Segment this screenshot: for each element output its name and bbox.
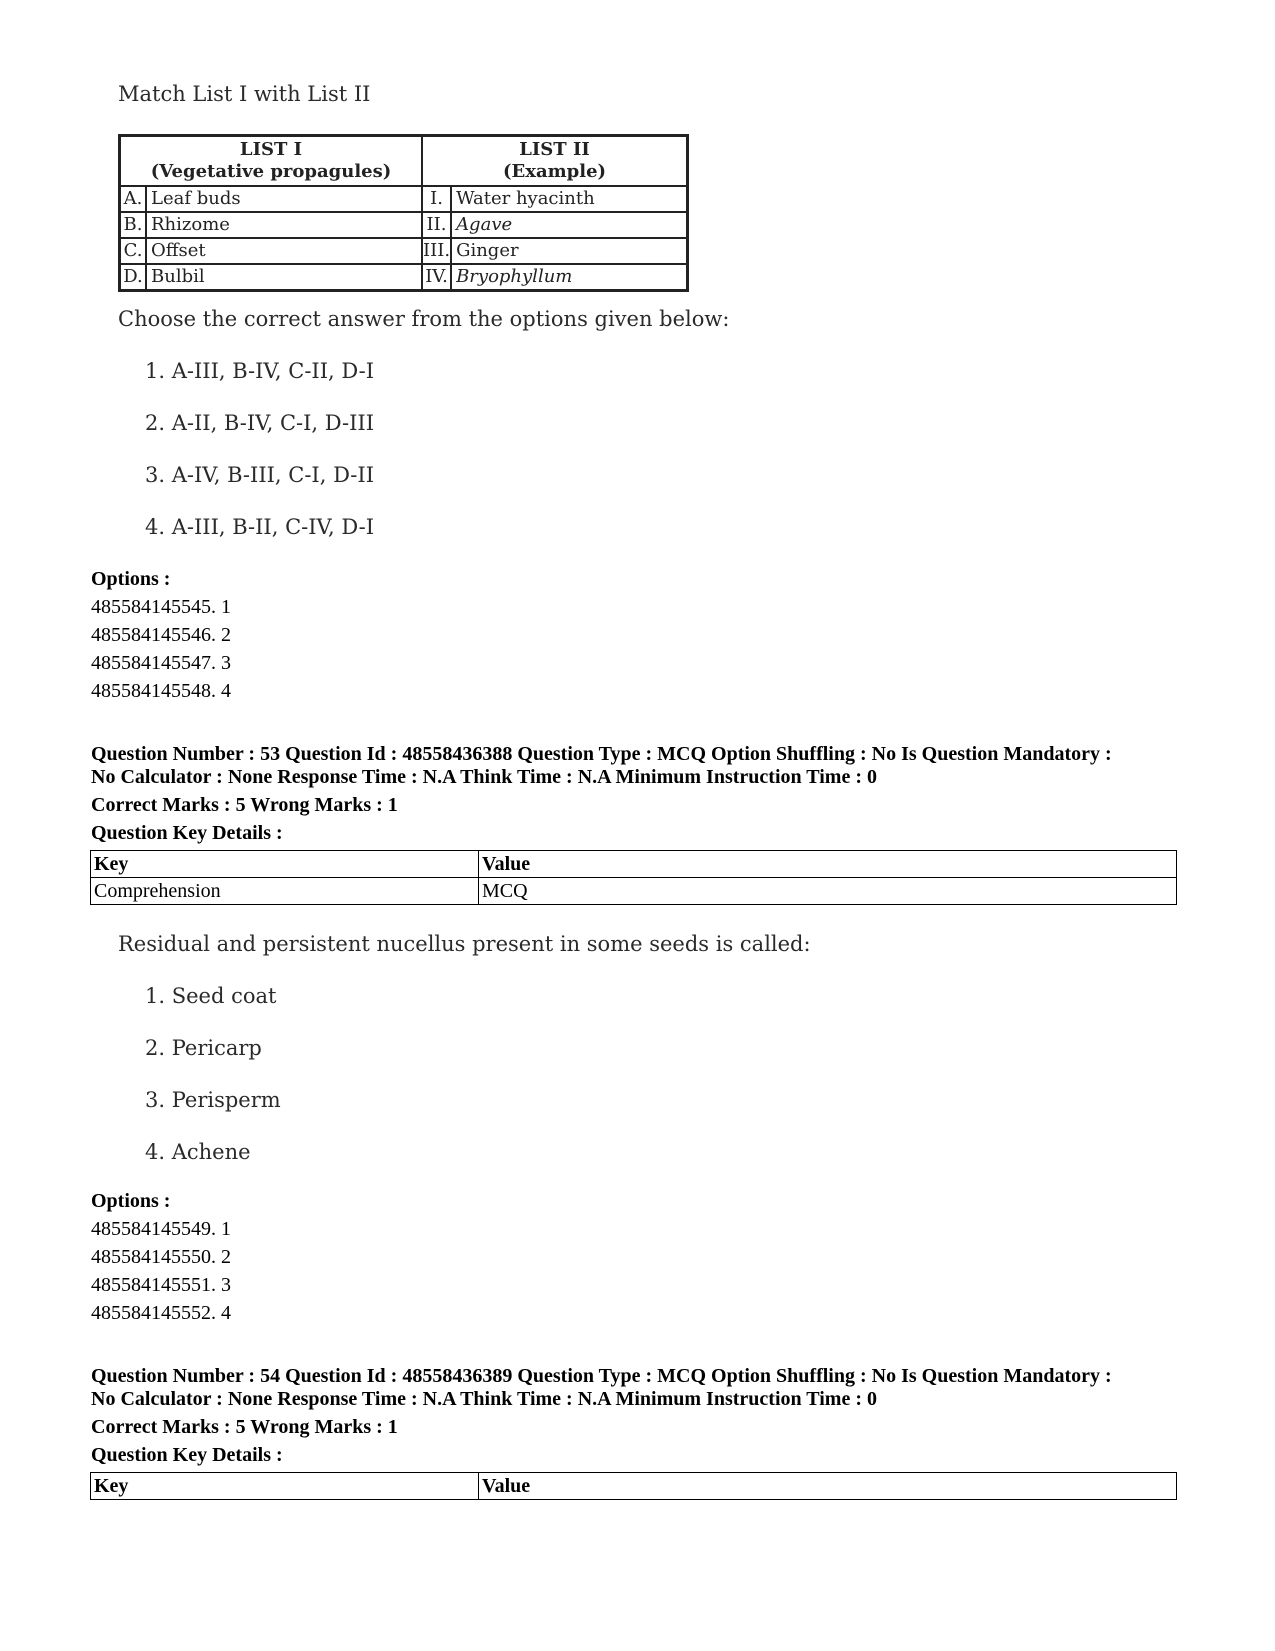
q52-option-2: 485584145546. 2 [91,624,231,646]
q54-meta-line2: No Calculator : None Response Time : N.A Think Time : N.A Minimum Instruction Time : 0 [91,1388,877,1410]
q54-marks: Correct Marks : 5 Wrong Marks : 1 [91,1416,398,1438]
q53-marks: Correct Marks : 5 Wrong Marks : 1 [91,794,398,816]
value-header: Value [479,1473,1177,1500]
q52-choice-2: 2. A-II, B-IV, C-I, D-III [145,411,374,435]
q53-options-label: Options : [91,1190,171,1212]
q53-meta-line2: No Calculator : None Response Time : N.A Think Time : N.A Minimum Instruction Time : 0 [91,766,877,788]
table-row [91,878,1177,905]
key-cell: Comprehension [91,878,479,905]
value-cell: MCQ [479,878,1177,905]
q53-key-table [90,850,1177,905]
q53-option-1: 485584145549. 1 [91,1218,231,1240]
q53-option-3: 485584145551. 3 [91,1274,231,1296]
key-header: Key [91,851,479,878]
table-row: C. Offset III. Ginger [120,238,688,264]
q52-option-1: 485584145545. 1 [91,596,231,618]
q53-choice-1: 1. Seed coat [145,984,277,1008]
q53-option-2: 485584145550. 2 [91,1246,231,1268]
q53-choice-3: 3. Perisperm [145,1088,281,1112]
q54-key-table [90,1472,1177,1500]
q52-intro: Match List I with List II [118,82,371,106]
q52-option-4: 485584145548. 4 [91,680,231,702]
q53-option-4: 485584145552. 4 [91,1302,231,1324]
q53-key-details-label: Question Key Details : [91,822,283,844]
table-row: B. Rhizome II. Agave [120,212,688,238]
q52-option-3: 485584145547. 3 [91,652,231,674]
q53-choice-4: 4. Achene [145,1140,251,1164]
q53-question-text: Residual and persistent nucellus present in some seeds is called: [118,932,811,956]
table-row: A. Leaf buds I. Water hyacinth [120,186,688,212]
q53-meta-line1: Question Number : 53 Question Id : 48558436388 Question Type : MCQ Option Shuffling : No Is Question Mandatory : [91,743,1112,765]
list1-header: LIST I (Vegetative propagules) [120,136,423,187]
q52-choose-text: Choose the correct answer from the options given below: [118,307,730,331]
table-row: D. Bulbil IV. Bryophyllum [120,264,688,291]
q52-choice-1: 1. A-III, B-IV, C-II, D-I [145,359,374,383]
q53-choice-2: 2. Pericarp [145,1036,262,1060]
value-header: Value [479,851,1177,878]
table-header-row [91,1473,1177,1500]
q54-key-details-label: Question Key Details : [91,1444,283,1466]
list2-header: LIST II (Example) [422,136,688,187]
key-header: Key [91,1473,479,1500]
q52-choice-3: 3. A-IV, B-III, C-I, D-II [145,463,374,487]
q52-choice-4: 4. A-III, B-II, C-IV, D-I [145,515,374,539]
q54-meta-line1: Question Number : 54 Question Id : 48558436389 Question Type : MCQ Option Shuffling : No Is Question Mandatory : [91,1365,1112,1387]
q52-options-label: Options : [91,568,171,590]
match-table [118,134,689,292]
table-header-row [91,851,1177,878]
